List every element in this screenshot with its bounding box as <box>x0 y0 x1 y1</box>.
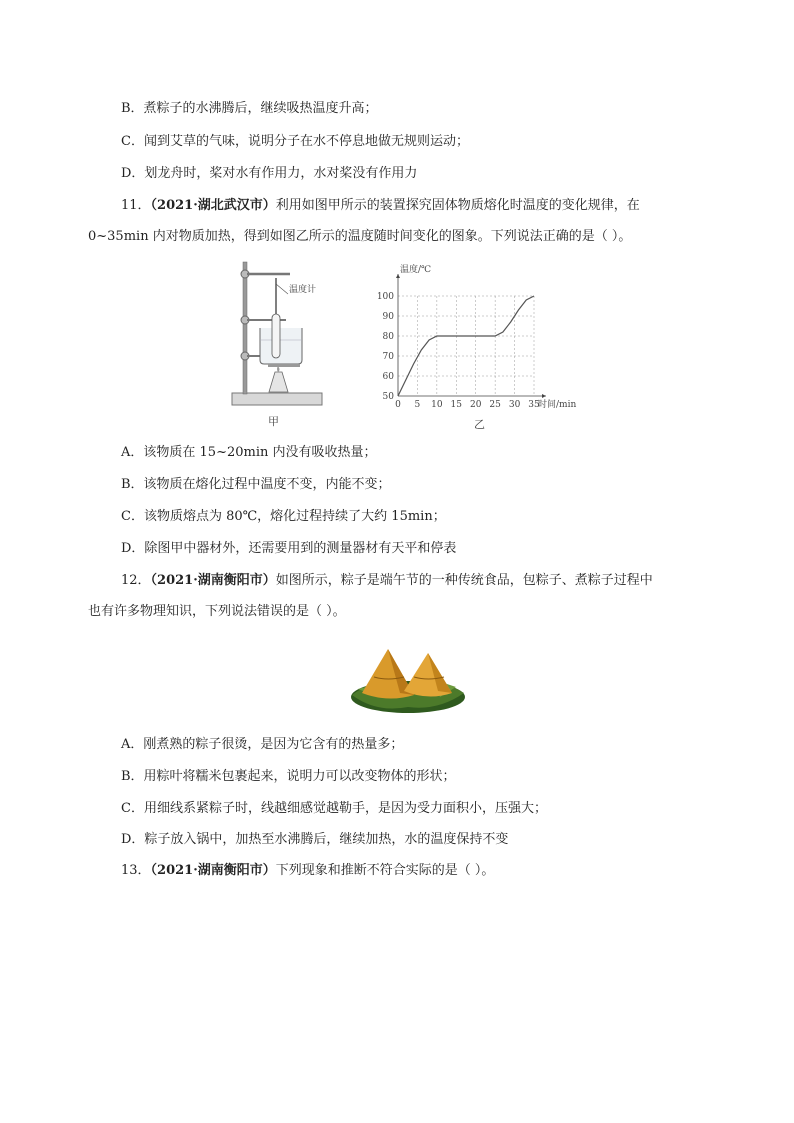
q12-number: 12． <box>121 573 151 588</box>
x-tick-label: 30 <box>508 400 521 410</box>
zongzi-image <box>348 637 466 717</box>
y-tick-label: 90 <box>382 312 394 322</box>
q12-stem-line1 <box>121 572 653 590</box>
x-tick-label: 5 <box>414 400 421 410</box>
y-tick-label: 100 <box>376 292 394 302</box>
apparatus-figure <box>228 256 328 416</box>
chart-grid <box>398 296 534 396</box>
q13-stem <box>121 862 494 880</box>
x-tick-label: 25 <box>489 400 501 410</box>
figure-yi-caption: 乙 <box>474 418 485 431</box>
y-tick-label: 80 <box>382 332 394 342</box>
x-tick-label: 10 <box>431 400 443 410</box>
q12-option-d: D．粽子放入锅中，加热至水沸腾后，继续加热，水的温度保持不变 <box>121 832 509 847</box>
figure-jia-caption: 甲 <box>268 415 279 428</box>
q11-stem1: 利用如图甲所示的装置探究固体物质熔化时温度的变化规律，在 <box>275 198 640 213</box>
y-tick-label: 70 <box>382 352 394 362</box>
q10-option-c: C．闻到艾草的气味，说明分子在水不停息地做无规则运动； <box>121 134 469 149</box>
q11-option-b: B．该物质在熔化过程中温度不变，内能不变； <box>121 477 391 492</box>
y-tick-label: 60 <box>382 372 394 382</box>
q13-source: （2021·湖南衡阳市） <box>150 863 276 878</box>
q11-option-d: D．除图甲中器材外，还需要用到的测量器材有天平和停表 <box>121 541 457 556</box>
q11-option-a: A．该物质在 15~20min 内没有吸收热量； <box>121 445 377 460</box>
chart-y-axis-label: 温度/℃ <box>400 265 432 275</box>
q12-stem1: 如图所示，粽子是端午节的一种传统食品，包粽子、煮粽子过程中 <box>275 573 653 588</box>
chart-tick-labels <box>377 292 540 410</box>
q11-option-c: C．该物质熔点为 80℃，熔化过程持续了大约 15min； <box>121 509 446 524</box>
x-tick-label: 15 <box>450 400 463 410</box>
chart-x-axis-label: 时间/min <box>538 400 577 410</box>
q13-stem-text: 下列现象和推断不符合实际的是（ ）。 <box>275 863 495 878</box>
x-tick-label: 0 <box>395 400 401 410</box>
q12-option-b: B．用粽叶将糯米包裹起来，说明力可以改变物体的形状； <box>121 769 456 784</box>
q11-stem-line2: 0~35min 内对物质加热，得到如图乙所示的温度随时间变化的图象。下列说法正确的是（ ）。 <box>88 229 632 244</box>
q12-option-a: A．刚煮熟的粽子很烫，是因为它含有的热量多； <box>121 737 404 752</box>
q12-source: （2021·湖南衡阳市） <box>150 573 276 588</box>
thermometer-label: 温度计 <box>289 285 317 295</box>
q11-number: 11． <box>121 198 151 213</box>
q10-option-b: B．煮粽子的水沸腾后，继续吸热温度升高； <box>121 101 378 116</box>
x-axis-arrow <box>542 394 546 398</box>
x-tick-label: 35 <box>528 400 540 410</box>
q12-stem-line2: 也有许多物理知识，下列说法错误的是（ ）。 <box>88 604 346 619</box>
y-tick-label: 50 <box>382 392 394 402</box>
x-tick-label: 20 <box>469 400 482 410</box>
chart-series-line <box>398 296 534 396</box>
q13-number: 13． <box>121 863 151 878</box>
q11-stem-line1 <box>121 197 640 215</box>
q10-option-d: D．划龙舟时，桨对水有作用力，水对桨没有作用力 <box>121 166 418 181</box>
q11-source: （2021·湖北武汉市） <box>150 198 276 213</box>
temperature-time-chart <box>376 258 596 418</box>
q12-option-c: C．用细线系紧粽子时，线越细感觉越勒手，是因为受力面积小，压强大； <box>121 801 547 816</box>
